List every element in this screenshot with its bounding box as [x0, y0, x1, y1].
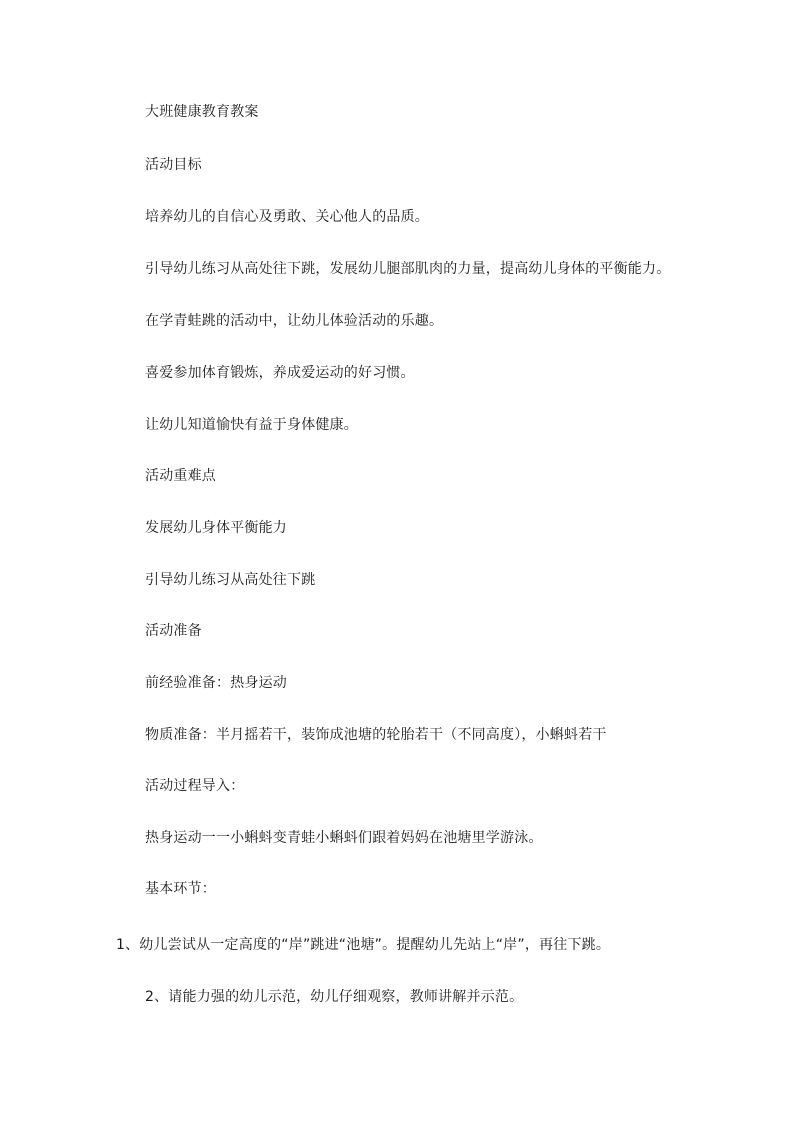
warmup-text: 热身运动一一小蝌蚪变青蛙小蝌蚪们跟着妈妈在池塘里学游泳。	[145, 830, 543, 846]
prep-item: 前经验准备：热身运动	[145, 675, 287, 691]
document-title: 大班健康教育教案	[145, 104, 259, 120]
key-item: 引导幼儿练习从高处往下跳	[145, 572, 316, 588]
goal-item: 培养幼儿的自信心及勇敢、关心他人的品质。	[145, 209, 429, 225]
step-item: 1、幼儿尝试从一定高度的“岸”跳进“池塘”。提醒幼儿先站上“岸”，再往下跳。	[116, 937, 611, 953]
process-intro: 活动过程导入：	[145, 778, 245, 794]
key-item: 发展幼儿身体平衡能力	[145, 520, 287, 536]
goal-item: 引导幼儿练习从高处往下跳，发展幼儿腿部肌肉的力量，提高幼儿身体的平衡能力。	[145, 261, 671, 277]
prep-item: 物质准备：半月摇若干，装饰成池塘的轮胎若干（不同高度），小蝌蚪若干	[145, 727, 607, 743]
goal-item: 让幼儿知道愉快有益于身体健康。	[145, 417, 358, 433]
goal-heading: 活动目标	[145, 157, 202, 173]
prep-heading: 活动准备	[145, 623, 202, 639]
goal-item: 喜爱参加体育锻炼，养成爱运动的好习惯。	[145, 365, 415, 381]
goal-item: 在学青蛙跳的活动中，让幼儿体验活动的乐趣。	[145, 313, 444, 329]
basic-heading: 基本环节：	[145, 881, 216, 897]
key-heading: 活动重难点	[145, 468, 216, 484]
step-item: 2、请能力强的幼儿示范，幼儿仔细观察，教师讲解并示范。	[145, 989, 524, 1005]
